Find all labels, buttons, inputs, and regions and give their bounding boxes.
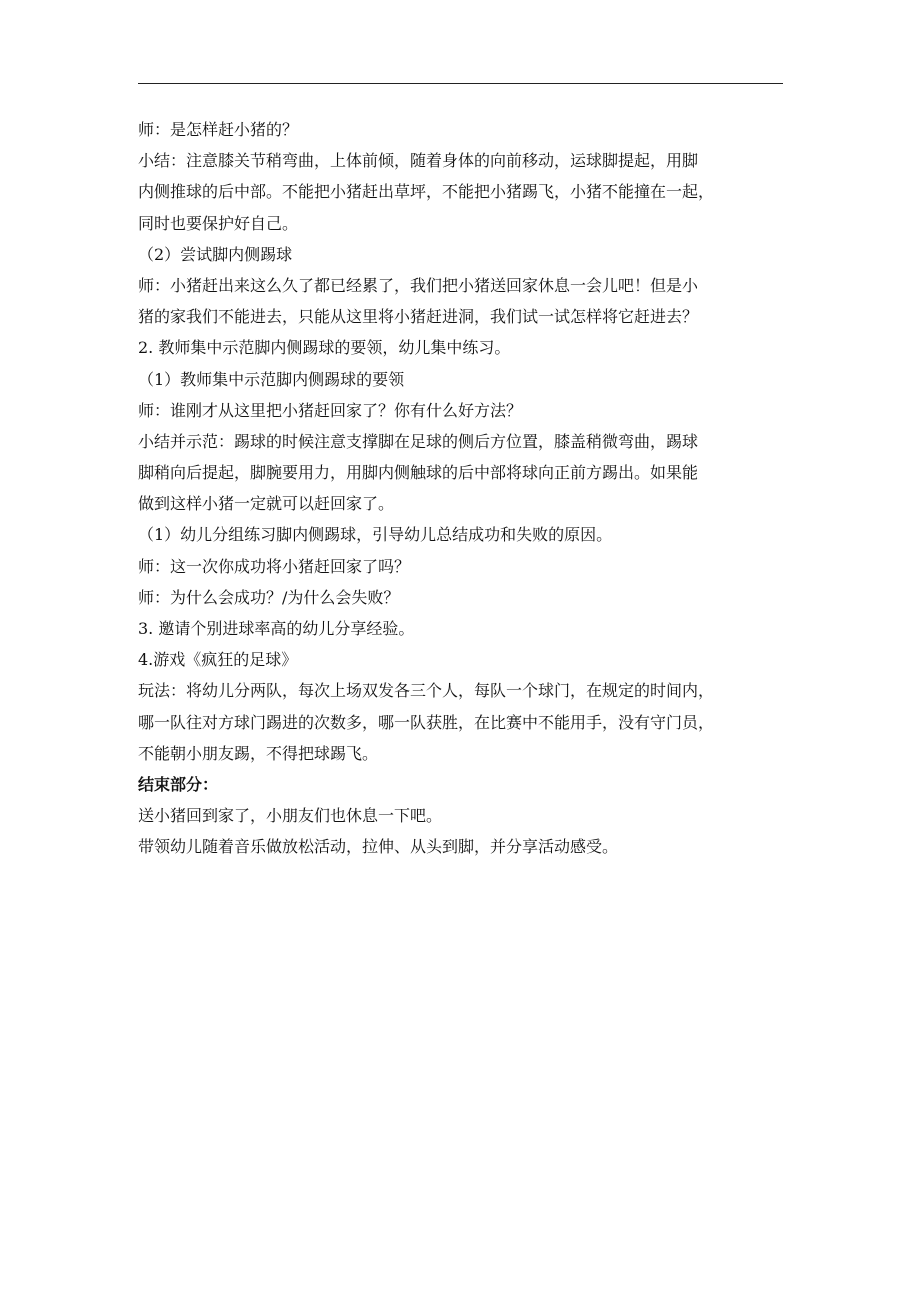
section-heading: 2. 教师集中示范脚内侧踢球的要领，幼儿集中练习。 bbox=[138, 338, 511, 358]
subsection-heading: （2）尝试脚内侧踢球 bbox=[138, 244, 293, 264]
header-rule bbox=[138, 83, 783, 84]
paragraph-line: 小结并示范：踢球的时候注意支撑脚在足球的侧后方位置，膝盖稍微弯曲，踢球 bbox=[138, 431, 699, 451]
document-body bbox=[138, 114, 783, 863]
paragraph-line: 师：这一次你成功将小猪赶回家了吗？ bbox=[138, 556, 411, 576]
paragraph-line: 不能朝小朋友踢，不得把球踢飞。 bbox=[138, 743, 379, 763]
paragraph-line: 玩法：将幼儿分两队，每次上场双发各三个人，每队一个球门，在规定的时间内， bbox=[138, 681, 715, 701]
paragraph-line: 师：谁刚才从这里把小猪赶回家了？你有什么好方法？ bbox=[138, 400, 523, 420]
paragraph-line: 送小猪回到家了，小朋友们也休息一下吧。 bbox=[138, 806, 443, 826]
subsection-heading: （1）幼儿分组练习脚内侧踢球，引导幼儿总结成功和失败的原因。 bbox=[138, 525, 613, 545]
paragraph-line: 师：是怎样赶小猪的？ bbox=[138, 120, 299, 139]
paragraph-line: 哪一队往对方球门踢进的次数多，哪一队获胜，在比赛中不能用手，没有守门员， bbox=[138, 712, 715, 732]
paragraph-line: 同时也要保护好自己。 bbox=[138, 213, 299, 233]
paragraph-line: 做到这样小猪一定就可以赶回家了。 bbox=[138, 494, 395, 514]
section-heading: 4.游戏《疯狂的足球》 bbox=[138, 650, 298, 670]
subsection-heading: （1）教师集中示范脚内侧踢球的要领 bbox=[138, 369, 405, 389]
paragraph-line: 带领幼儿随着音乐做放松活动，拉伸、从头到脚，并分享活动感受。 bbox=[138, 837, 619, 857]
paragraph-line: 猪的家我们不能进去，只能从这里将小猪赶进洞，我们试一试怎样将它赶进去？ bbox=[138, 307, 699, 327]
section-heading: 3. 邀请个别进球率高的幼儿分享经验。 bbox=[138, 619, 415, 638]
section-title-ending: 结束部分： bbox=[138, 774, 219, 794]
paragraph-line: 内侧推球的后中部。不能把小猪赶出草坪，不能把小猪踢飞，小猪不能撞在一起， bbox=[138, 182, 715, 202]
paragraph-line: 师：小猪赶出来这么久了都已经累了，我们把小猪送回家休息一会儿吧！但是小 bbox=[138, 275, 699, 295]
paragraph-line: 脚稍向后提起，脚腕要用力，用脚内侧触球的后中部将球向正前方踢出。如果能 bbox=[138, 463, 699, 483]
paragraph-line: 师：为什么会成功？/为什么会失败？ bbox=[138, 587, 400, 607]
paragraph-line: 小结：注意膝关节稍弯曲，上体前倾，随着身体的向前移动，运球脚提起，用脚 bbox=[138, 151, 699, 171]
